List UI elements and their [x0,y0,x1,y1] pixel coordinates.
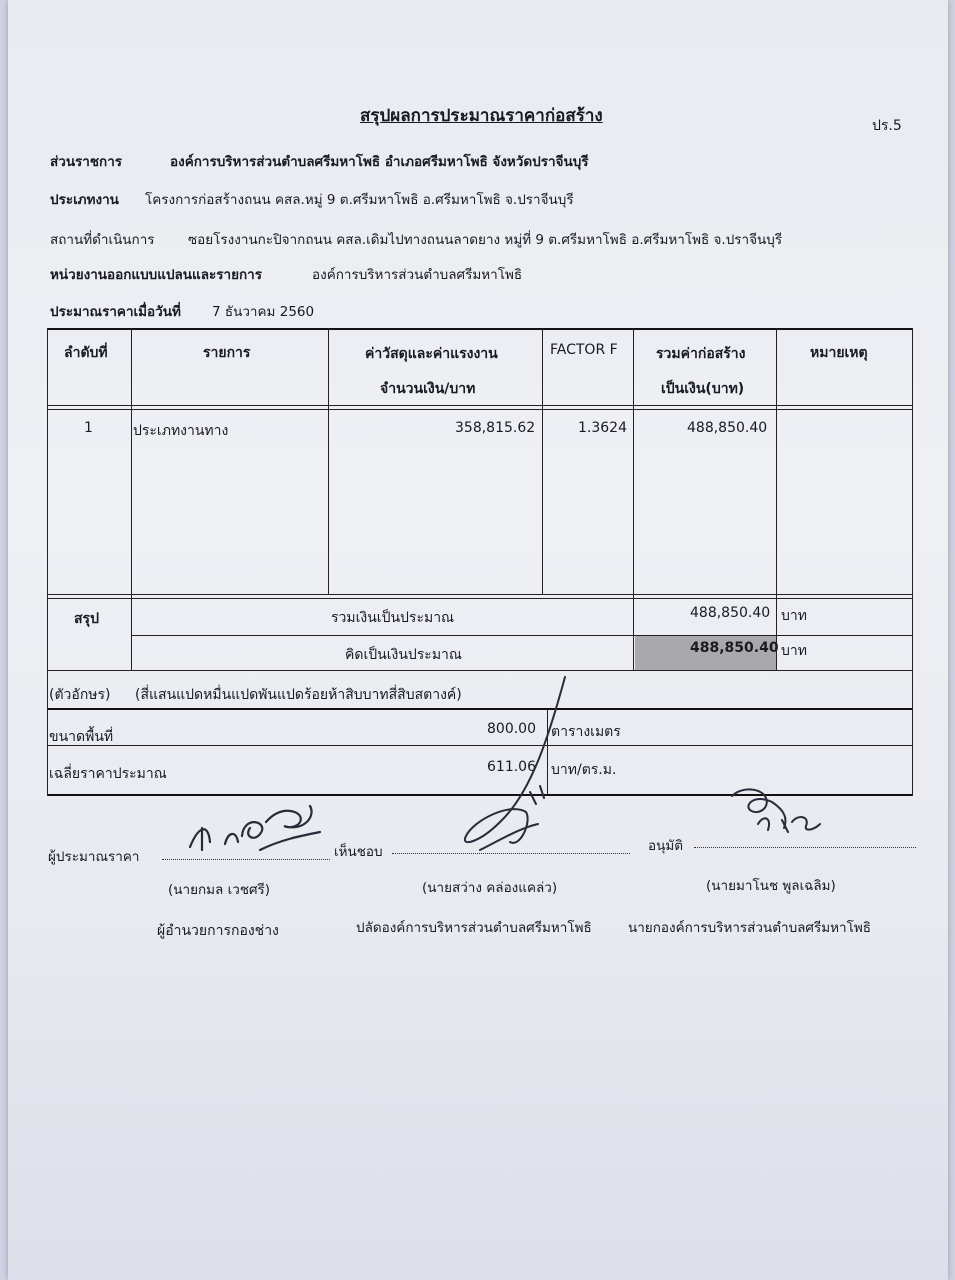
words-label: (ตัวอักษร) [49,687,111,703]
seen-signature [440,672,580,872]
sum-label: รวมเงินเป็นประมาณ [331,610,455,626]
estimator-title: ผู้อำนวยการกองช่าง [157,923,279,939]
seen-name: (นายสว่าง คล่องแคล่ว) [422,880,558,896]
avg-value: 611.06 [487,759,536,775]
seen-title: ปลัดองค์การบริหารส่วนตำบลศรีมหาโพธิ [356,920,592,936]
sum-value: 488,850.40 [690,605,771,621]
estimator-name: (นายกมล เวชศรี) [168,882,271,898]
location-value: ซอยโรงงานกะปิจากถนน คสล.เดิมไปทางถนนลาดยาง หมู่ที่ 9 ต.ศรีมหาโพธิ อ.ศรีมหาโพธิ จ.ปราจีนบุรี [188,232,783,248]
summary-label: สรุป [74,611,99,627]
document-title: สรุปผลการประมาณราคาก่อสร้าง [360,106,603,126]
approver-name: (นายมาโนช พูลเฉลิม) [706,878,836,894]
area-value: 800.00 [487,721,536,737]
agency-label: ส่วนราชการ [50,154,123,170]
row-item: ประเภทงานทาง [133,423,229,439]
final-unit: บาท [781,643,807,659]
header-total-line2: เป็นเงิน(บาท) [661,381,745,397]
approver-title: นายกองค์การบริหารส่วนตำบลศรีมหาโพธิ [628,920,872,936]
area-unit: ตารางเมตร [551,724,621,740]
row-total: 488,850.40 [687,420,768,436]
avg-label: เฉลี่ยราคาประมาณ [49,766,167,782]
header-factor: FACTOR F [550,342,618,358]
designer-label: หน่วยงานออกแบบแปลนและรายการ [50,267,262,283]
final-label: คิดเป็นเงินประมาณ [345,647,462,663]
header-no: ลำดับที่ [64,345,108,361]
agency-value: องค์การบริหารส่วนตำบลศรีมหาโพธิ อำเภอศรีมหาโพธิ จังหวัดปราจีนบุรี [170,154,589,170]
final-value: 488,850.40 [690,640,779,656]
work-type-label: ประเภทงาน [50,192,119,208]
row-cost: 358,815.62 [455,420,536,436]
sum-unit: บาท [781,608,807,624]
row-factor: 1.3624 [578,420,627,436]
approver-signature [728,784,838,844]
header-item: รายการ [203,345,251,361]
location-label: สถานที่ดำเนินการ [50,232,155,248]
form-code: ปร.5 [872,118,902,134]
date-label: ประมาณราคาเมื่อวันที่ [50,304,181,320]
header-cost-line2: จำนวนเงิน/บาท [380,381,476,397]
header-remark: หมายเหตุ [810,345,868,361]
header-total-line1: รวมค่าก่อสร้าง [656,346,746,362]
estimator-signature [180,792,330,862]
approve-label: อนุมัติ [648,838,684,854]
approve-signature-line [694,846,916,848]
words-value: (สี่แสนแปดหมื่นแปดพันแปดร้อยห้าสิบบาทสี่สิบสตางค์) [135,687,462,703]
work-type-value: โครงการก่อสร้างถนน คสล.หมู่ 9 ต.ศรีมหาโพธิ อ.ศรีมหาโพธิ จ.ปราจีนบุรี [145,192,574,208]
avg-unit: บาท/ตร.ม. [551,762,617,778]
area-label: ขนาดพื้นที่ [49,729,114,745]
header-cost-line1: ค่าวัสดุและค่าแรงงาน [365,346,498,362]
seen-label: เห็นชอบ [334,844,383,860]
designer-value: องค์การบริหารส่วนตำบลศรีมหาโพธิ [312,267,523,283]
estimator-label: ผู้ประมาณราคา [48,849,140,865]
row-no: 1 [84,420,93,436]
date-value: 7 ธันวาคม 2560 [212,304,315,320]
